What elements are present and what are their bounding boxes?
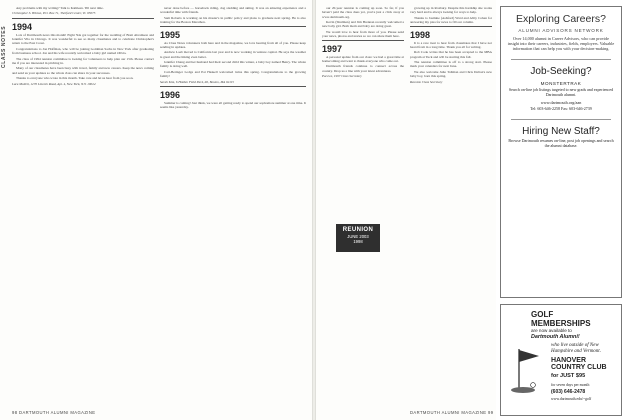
golf-ad-email[interactable]: www.dartmouth.edu/~golf	[551, 396, 592, 401]
career-ad-subtitle: ALUMNI ADVISORS NETWORK	[518, 28, 604, 33]
reunion-badge-date: JUNE 2003	[347, 234, 369, 239]
golf-ad-club-name: HANOVER COUNTRY CLUB	[551, 356, 607, 371]
class-note-paragraph: growing up in Roxbury. Despite this hardship she works very hard and is always looking for ways to help.	[410, 6, 492, 15]
column-4	[410, 6, 492, 406]
class-note-paragraph: never done before — horseback riding, dog sledding and skiing. It was an amazing experience and a wonderful time with friends.	[160, 6, 306, 15]
class-note-paragraph: Thanks to everyone who wrote in this month. Take care and let us hear from you soon.	[16, 76, 134, 81]
hiring-ad-body: Browse Dartmouth resumes on-line, post job openings and search the alumni database.	[508, 138, 614, 149]
column-3	[322, 6, 404, 406]
class-year-heading: 1994	[12, 21, 33, 32]
page-footer-right: DARTMOUTH ALUMNI MAGAZINE 99	[410, 410, 494, 415]
class-year-heading: 1997	[322, 43, 343, 54]
class-note-paragraph: Rob Cook writes that he has been accepted to the MBA program at Tuck and will be starting this fall.	[410, 50, 492, 59]
class-note-paragraph: It is a rare treat to hear from classmates that I have not heard from in a long time. Thank you all for writing.	[410, 40, 492, 49]
jobs-ad-link[interactable]: www.dartmouth.org/aan	[540, 99, 582, 105]
column-1	[12, 6, 154, 406]
career-ad	[500, 6, 622, 298]
career-ad-title: Exploring Careers?	[516, 13, 606, 25]
career-ad-body: Over 14,000 alumni in Career Advisors, who can provide insight into their careers, industries, fields, employers. Valuable information that can help you with your decision-making.	[507, 36, 615, 51]
class-secretary-signature: Pat Lee, 1997 Class Secretary	[322, 74, 362, 79]
class-secretary-signature: Lara Mollett, 1270 Lincoln Road, Apt. 4, New York, N.Y. 10024	[12, 81, 96, 86]
reunion-badge-year: 1998	[353, 239, 363, 244]
class-note-paragraph: Dartmouth friends continue to connect across the country. Drop us a line with your latest adventures.	[322, 64, 404, 73]
class-year-heading: 1998	[410, 29, 431, 40]
jobs-ad-contact: Tel: 603-646-2258 Fax: 603-646-2739	[530, 105, 592, 111]
class-note-paragraph: Sam Roberts is working on his master's in public policy and plans to graduate next spring. He is also training for the Boston Marathon.	[160, 15, 306, 25]
jobs-ad-body: Search on-line job listings targeted to new grads and experienced Dartmouth alumni.	[508, 87, 614, 97]
jobs-ad-title: Job-Seeking?	[530, 66, 592, 77]
year-rule	[160, 26, 306, 27]
year-rule	[12, 18, 154, 19]
year-rule	[322, 40, 404, 41]
ad-divider	[511, 59, 611, 60]
reunion-badge-title: REUNION	[342, 227, 374, 233]
class-note-paragraph: Thanks to Jasmine (Ashford) Ward and Abby Cohen for answering my plea for news to fill our column.	[410, 15, 492, 25]
class-secretary-signature: Christopher S. Hinton, P.O. Box 71, Thetford Center, Vt. 05075	[12, 11, 96, 16]
class-secretary-signature: Sarah Kim, 6 Holden Field Park, #6, Boston, MA 02115	[160, 79, 234, 84]
class-note-paragraph: Jennifer Chang and her husband had their second child this winter, a baby boy named Henry. The whole family is doing well.	[160, 60, 306, 69]
golf-title-line: MEMBERSHIPS	[531, 318, 591, 328]
golf-ad-note: for seven days per month	[551, 382, 590, 387]
class-note-paragraph: Summer is coming! Just think, we were all getting ready to spend our sophomore summer at one time. It seems like yesterday.	[160, 100, 306, 110]
golf-ad	[500, 304, 622, 416]
golf-title-line: Dartmouth Alumni!	[531, 333, 580, 340]
class-note-paragraph: Andrew Loeb moved to California last year and is now working in venture capital. He says the weather is great and the hiking even better.	[160, 50, 306, 59]
golf-ad-phone: (603) 646-2478	[551, 388, 586, 395]
class-note-paragraph: We also welcome Julie Tollman and Chris Dalton's new baby boy, born this spring.	[410, 69, 492, 79]
class-note-paragraph: our 20-year reunion is coming up soon. So far, if you haven't paid the class dues yet, you're just a click away at www.dartmouth.org.	[322, 6, 404, 19]
side-label: CLASS NOTES	[1, 25, 7, 68]
year-rule	[410, 26, 492, 27]
year-rule	[160, 86, 306, 87]
class-note-paragraph: Kevin (Shulman) and Jim Brennan recently welcomed a new baby girl. Both mom and baby are doing great.	[322, 20, 404, 29]
page-footer-left: 98 DARTMOUTH ALUMNI MAGAZINE	[12, 410, 96, 415]
golf-flag-icon	[509, 345, 545, 395]
class-note-paragraph: Cari-Beringer Lodge and Pat Haskell welcomed twins this spring. Congratulations to the growing family!	[160, 69, 306, 79]
class-note-paragraph: Congratulations to Jon Hoffman, who will be joining Goldman Sachs in New York after graduating from business school. Jon and his wife recently welcomed a baby girl named Olivia.	[12, 46, 154, 56]
class-note-paragraph: Many of our classmates have been busy with travel, family and new careers. Keep the news coming and send us your updates so the whole class can share in your successes.	[12, 66, 154, 75]
class-note-paragraph: Lots of Dartmouth news this month! Eight '94s got together for the wedding of Brett Abramson and Jennifer Vila in Chicago. It was wonderful to see so many classmates and to celebrate Christopher's return to the East Coast.	[12, 32, 154, 46]
class-note-paragraph: As Class Notes volunteers both here and in the magazine, we love hearing from all of you. Please keep sending in updates.	[160, 40, 306, 49]
class-note-paragraph: A personal update from our class: we had a great time at homecoming and want to thank everyone who came out.	[322, 54, 404, 63]
jobs-ad-subtitle: MONSTERTRAK	[540, 81, 582, 86]
class-note-paragraph: Any problems with my writing? Talk to Kathleen. Till next time.	[16, 6, 104, 10]
column-2	[160, 6, 306, 406]
class-note-paragraph: The reunion committee is off to a strong start. Please mark your calendars for next June.	[410, 60, 492, 69]
class-year-heading: 1996	[160, 89, 181, 100]
golf-title-line: are now available to	[531, 328, 572, 334]
golf-ad-title	[501, 305, 621, 340]
class-year-heading: 1995	[160, 29, 181, 40]
class-note-paragraph: The class of 1994 reunion committee is looking for volunteers to help plan our 15th. Please contact me if you are interested in pitching in.	[12, 56, 154, 65]
left-page	[0, 0, 312, 420]
hiring-ad-title: Hiring New Staff?	[522, 126, 600, 138]
golf-ad-subtitle: who live outside of New Hampshire and Vermont.	[551, 342, 601, 354]
golf-ad-price: for JUST $95	[551, 373, 586, 380]
ad-divider	[511, 119, 611, 120]
ads-column	[496, 0, 628, 420]
class-note-paragraph: We would love to hear from more of you. Please send your news, photos and stories so we can share them here.	[322, 29, 404, 39]
golf-title-line: GOLF	[531, 310, 554, 319]
class-secretary-signature: Reunion Class Secretary	[410, 79, 443, 84]
reunion-badge	[336, 224, 380, 252]
